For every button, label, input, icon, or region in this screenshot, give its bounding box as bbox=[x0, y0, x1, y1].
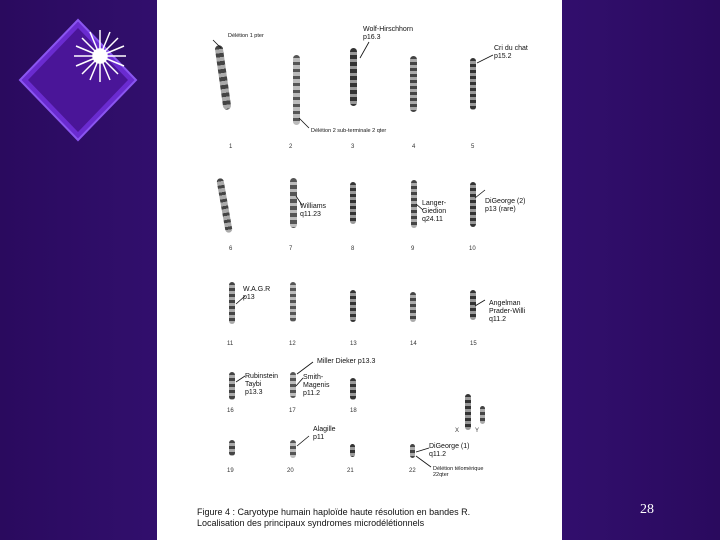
chr-number-11: 11 bbox=[227, 341, 234, 347]
chr-number-5: 5 bbox=[471, 144, 475, 150]
chr-number-4: 4 bbox=[412, 144, 416, 150]
chr-number-y: Y bbox=[475, 428, 480, 434]
annotation-miller-dieker: Miller Dieker p13.3 bbox=[317, 358, 376, 365]
annotation-langer-giedion: Langer- Giedion q24.11 bbox=[422, 200, 447, 223]
annotation-williams: Williams q11.23 bbox=[300, 203, 327, 218]
annotation-digeorge-2: DiGeorge (2) p13 (rare) bbox=[485, 198, 526, 213]
chr-number-2: 2 bbox=[289, 144, 293, 150]
annotation-rubinstein-taybi: Rubinstein Taybi p13.3 bbox=[245, 373, 279, 396]
annotation-digeorge-1: DiGeorge (1) q11.2 bbox=[429, 443, 470, 458]
chr-number-15: 15 bbox=[470, 341, 477, 347]
annotation-arrows bbox=[157, 0, 562, 540]
chr-number-18: 18 bbox=[350, 408, 357, 414]
star-diamond-logo-icon bbox=[18, 18, 148, 148]
chr-number-x: X bbox=[455, 428, 460, 434]
caption-line-1: Figure 4 : Caryotype humain haploïde haute résolution en bandes R. bbox=[197, 507, 471, 517]
chr-number-9: 9 bbox=[411, 246, 415, 252]
annotation-deletion-2qter: Délétion 2 sub-terminale 2 qter bbox=[311, 128, 387, 134]
chr-number-1: 1 bbox=[229, 144, 233, 150]
annotation-wolf-hirschhorn: Wolf-Hirschhorn p16.3 bbox=[363, 26, 414, 41]
chr-number-16: 16 bbox=[227, 408, 234, 414]
chr-number-19: 19 bbox=[227, 468, 234, 474]
chr-number-14: 14 bbox=[410, 341, 417, 347]
annotation-smith-magenis: Smith- Magenis p11.2 bbox=[303, 374, 330, 397]
chr-number-13: 13 bbox=[350, 341, 357, 347]
chr-number-21: 21 bbox=[347, 468, 354, 474]
figure-caption bbox=[197, 507, 470, 529]
annotation-angelman-prader-willi: Angelman Prader-Willi q11.2 bbox=[489, 300, 526, 323]
chr-number-20: 20 bbox=[287, 468, 294, 474]
annotation-deletion-1pter: Délétion 1 pter bbox=[228, 33, 264, 39]
chr-number-8: 8 bbox=[351, 246, 355, 252]
annotation-telomeric-deletion: Délétion télomérique 22qter bbox=[433, 466, 484, 478]
page-number: 28 bbox=[640, 502, 654, 517]
karyotype-figure bbox=[157, 0, 562, 540]
chr-number-22: 22 bbox=[409, 468, 416, 474]
chr-number-10: 10 bbox=[469, 246, 476, 252]
chr-number-17: 17 bbox=[289, 408, 296, 414]
chr-number-7: 7 bbox=[289, 246, 293, 252]
chr-number-3: 3 bbox=[351, 144, 355, 150]
caption-line-2: Localisation des principaux syndromes microdélétionnels bbox=[197, 518, 425, 528]
annotation-cri-du-chat: Cri du chat p15.2 bbox=[494, 45, 528, 60]
annotation-wagr: W.A.G.R p13 bbox=[243, 286, 271, 301]
chr-number-12: 12 bbox=[289, 341, 296, 347]
annotation-alagille: Alagille p11 bbox=[313, 426, 336, 441]
chr-number-6: 6 bbox=[229, 246, 233, 252]
